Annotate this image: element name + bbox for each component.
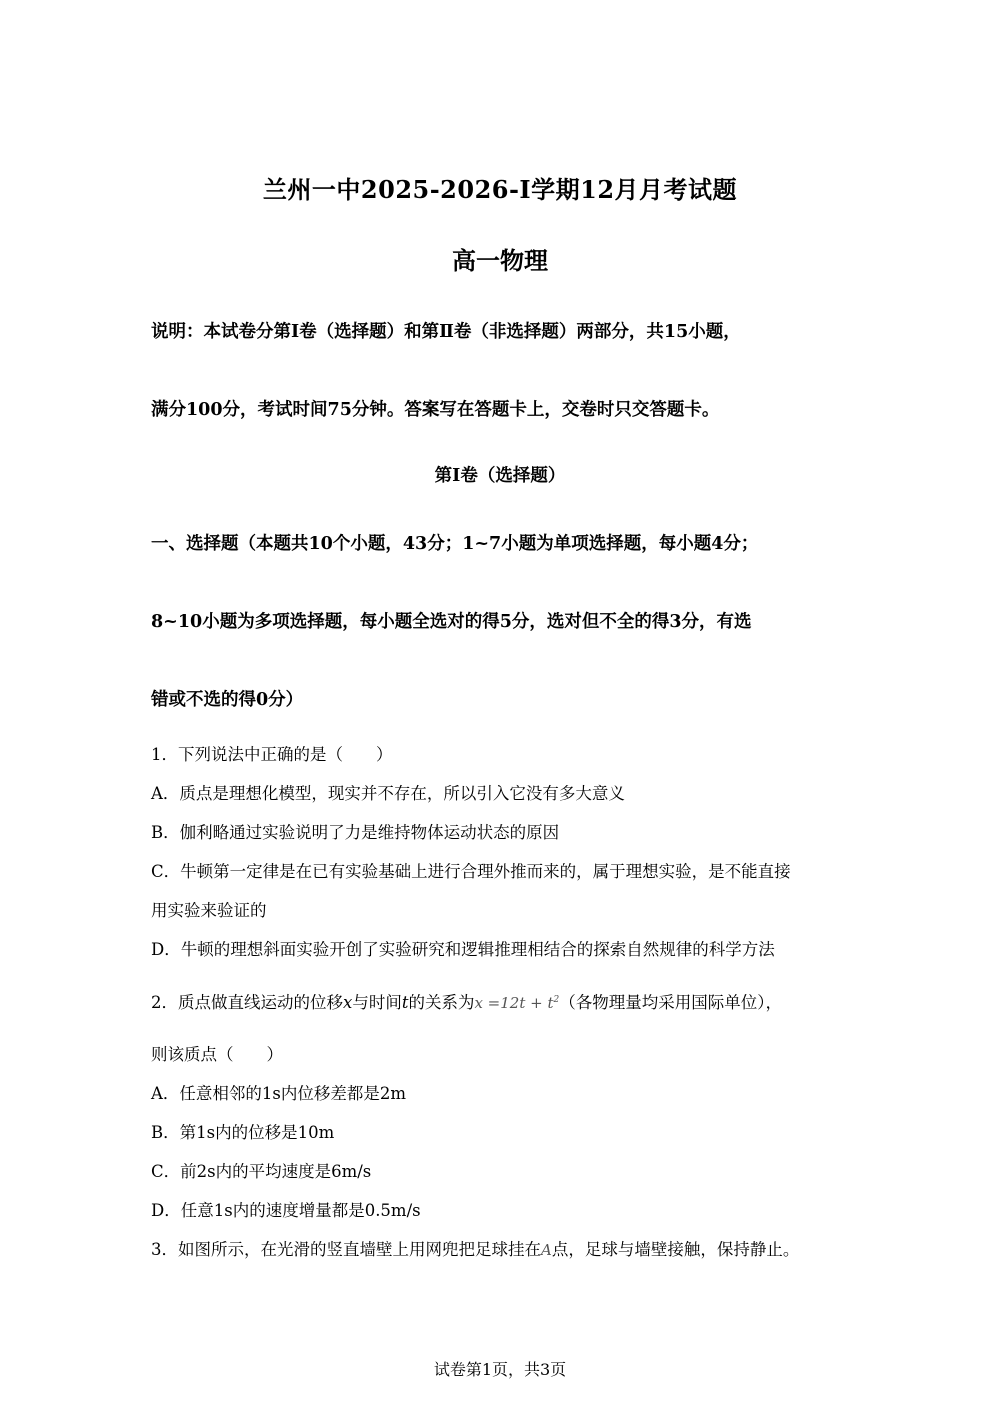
exam-title: 兰州一中2025-2026-Ⅰ学期12月月考试题 [262,175,738,204]
section1-line-1: 一、选择题（本题共10个小题，43分；1~7小题为单项选择题，每小题4分； [151,534,759,554]
q1-stem: 1．下列说法中正确的是（ ） [151,745,393,764]
q3-stem-pre: 3．如图所示，在光滑的竖直墙壁上用网兜把足球挂在 [151,1240,541,1259]
q3-point-label: A [541,1241,552,1259]
part1-heading: 第Ⅰ卷（选择题） [434,466,566,486]
page-footer: 试卷第1页，共3页 [433,1360,567,1379]
section1-line-3: 错或不选的得0分） [151,690,304,710]
q2-formula-main: x =12t + t [474,994,554,1012]
q1-option-c-cont: 用实验来验证的 [151,901,267,920]
instructions-line-2: 满分100分，考试时间75分钟。答案写在答题卡上，交卷时只交答题卡。 [151,400,720,420]
q1-option-d: D．牛顿的理想斜面实验开创了实验研究和逻辑推理相结合的探索自然规律的科学方法 [151,940,775,959]
q2-formula [474,994,559,1012]
q2-option-b: B．第1s内的位移是10m [151,1123,335,1142]
q1-option-a: A．质点是理想化模型，现实并不存在，所以引入它没有多大意义 [151,784,625,803]
q2-stem-mid: 与时间 [352,993,402,1012]
q2-stem-line-2: 则该质点（ ） [151,1045,283,1064]
q2-stem-end: （各物理量均采用国际单位）， [559,993,782,1012]
q2-formula-exponent: 2 [553,995,560,1005]
q2-stem [151,989,782,1013]
q2-stem-pre: 2．质点做直线运动的位移 [151,993,343,1012]
exam-subject: 高一物理 [452,246,548,275]
q2-option-a: A．任意相邻的1s内位移差都是2m [151,1084,407,1103]
q1-option-c: C．牛顿第一定律是在已有实验基础上进行合理外推而来的，属于理想实验，是不能直接 [151,862,791,881]
instructions-line-1: 说明：本试卷分第Ⅰ卷（选择题）和第Ⅱ卷（非选择题）两部分，共15小题， [151,322,741,342]
q1-option-b: B．伽利略通过实验说明了力是维持物体运动状态的原因 [151,823,560,842]
q2-stem-post: 的关系为 [408,993,475,1012]
q3-stem-post: 点，足球与墙壁接触，保持静止。 [551,1240,800,1259]
q2-option-c: C．前2s内的平均速度是6m/s [151,1162,372,1181]
section1-line-2: 8~10小题为多项选择题，每小题全选对的得5分，选对但不全的得3分，有选 [151,612,752,632]
q2-option-d: D．任意1s内的速度增量都是0.5m/s [151,1201,421,1220]
q3-stem [151,1236,799,1260]
q2-var-x: x [343,993,353,1012]
q2-var-t: t [401,993,409,1012]
